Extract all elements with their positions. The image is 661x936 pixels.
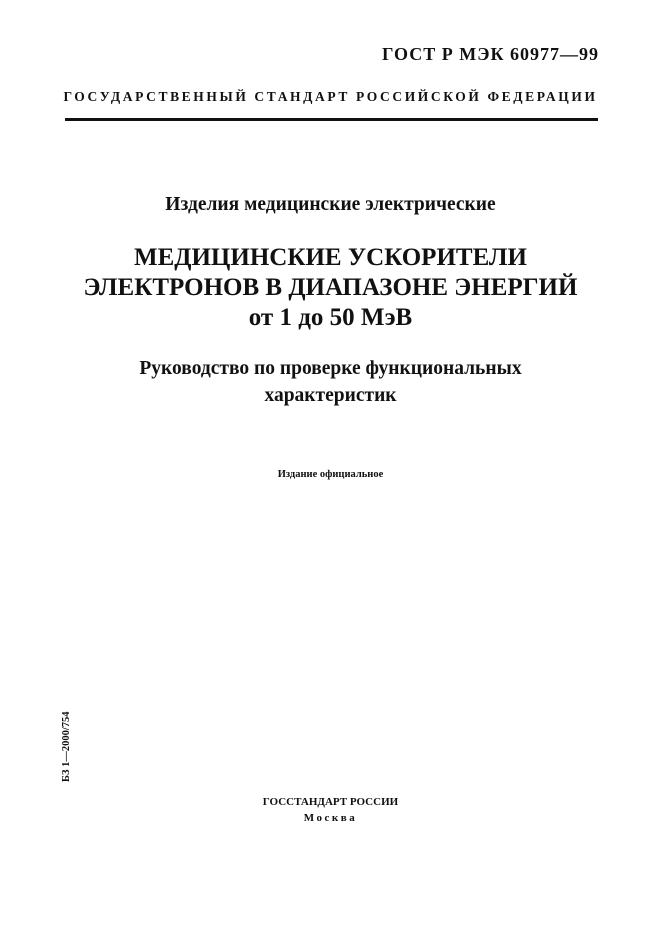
guide-title-line-1: Руководство по проверке функциональных (139, 358, 522, 379)
issuing-authority: ГОСУДАРСТВЕННЫЙ СТАНДАРТ РОССИЙСКОЙ ФЕДЕРАЦИИ (63, 89, 598, 104)
publisher-city: Москва (303, 812, 358, 824)
main-title-line-3: от 1 до 50 МэВ (248, 304, 413, 331)
edition-note: Издание официальное (277, 469, 384, 480)
guide-title (0, 355, 661, 409)
catalog-code: БЗ 1—2000/754 (61, 711, 72, 782)
subject-line: Изделия медицинские электрические (165, 194, 496, 215)
guide-title-line-2: характеристик (264, 385, 397, 406)
main-title-line-2: ЭЛЕКТРОНОВ В ДИАПАЗОНЕ ЭНЕРГИЙ (83, 274, 578, 301)
standard-number: ГОСТ Р МЭК 60977—99 (382, 44, 599, 64)
main-title-line-1: МЕДИЦИНСКИЕ УСКОРИТЕЛИ (134, 244, 527, 271)
header-rule (65, 118, 598, 121)
publisher: ГОССТАНДАРТ РОССИИ (262, 796, 399, 808)
main-title (0, 243, 661, 333)
